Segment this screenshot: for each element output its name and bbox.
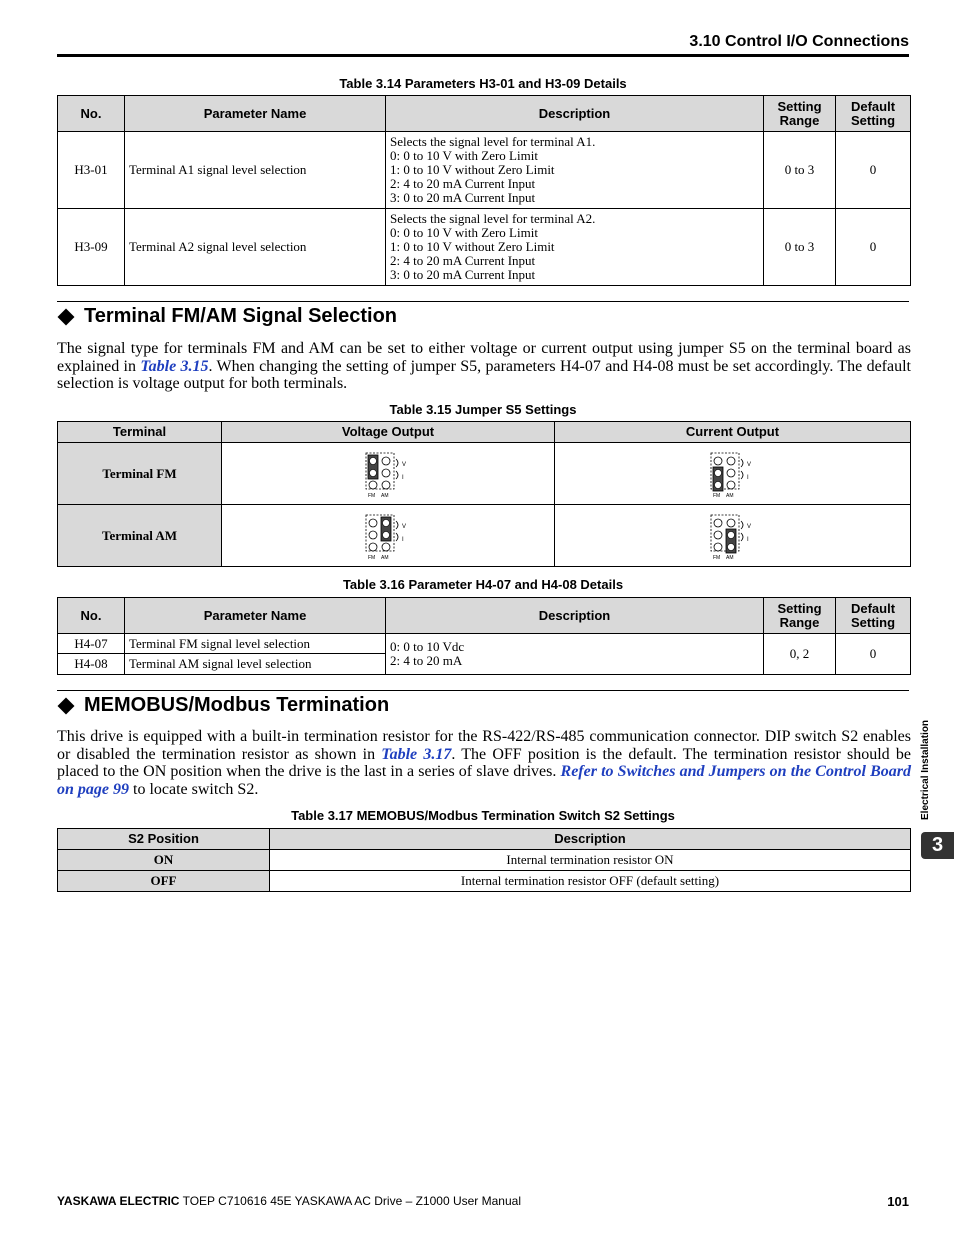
label-am: AM — [381, 492, 389, 499]
chapter-side-label-text: Electrical Installation — [920, 719, 931, 820]
param-no: H4-08 — [58, 654, 125, 675]
header-rule — [57, 54, 909, 57]
jumper-cell — [222, 443, 555, 505]
col-header-description: Description — [270, 829, 911, 850]
col-header-default-setting: Default Setting — [836, 598, 911, 634]
section-rule — [57, 690, 909, 691]
table-row — [58, 443, 911, 505]
param-no: H3-09 — [58, 209, 125, 286]
param-name: Terminal AM signal level selection — [125, 654, 386, 675]
default-setting: 0 — [836, 209, 911, 286]
section-heading-text: MEMOBUS/Modbus Termination — [84, 694, 390, 716]
paragraph-text: . The OFF position is the default. The termination resistor should be placed to the ON position when the drive is the last in a series of slave drives. — [57, 745, 911, 780]
description-line: 0: 0 to 10 V with Zero Limit — [390, 225, 538, 240]
jumper-cell — [222, 505, 555, 567]
label-fm: FM — [712, 554, 720, 561]
setting-range: 0 to 3 — [764, 209, 836, 286]
param-name: Terminal A1 signal level selection — [125, 132, 386, 209]
table-row — [58, 850, 911, 871]
label-fm: FM — [368, 492, 376, 499]
table-row — [58, 505, 911, 567]
diamond-bullet-icon — [58, 697, 75, 714]
label-i: I — [746, 474, 749, 481]
description-line: 0: 0 to 10 V with Zero Limit — [390, 148, 538, 163]
description-line: 0: 0 to 10 Vdc — [390, 639, 465, 654]
col-header-description: Description — [386, 96, 764, 132]
jumper-cell — [555, 505, 911, 567]
description-line: Selects the signal level for terminal A2. — [390, 211, 596, 226]
label-i: I — [402, 536, 404, 543]
paragraph-text: The signal type for terminals FM and AM can be set to either voltage or current output using jumper S5 on the terminal board as explained in — [57, 340, 911, 375]
fm-am-paragraph — [57, 340, 911, 393]
col-header-parameter-name: Parameter Name — [125, 598, 386, 634]
description-line: 3: 0 to 20 mA Current Input — [390, 190, 536, 205]
label-am: AM — [381, 554, 389, 561]
col-header-no: No. — [58, 598, 125, 634]
section-heading-memobus — [57, 694, 389, 717]
description-line: 2: 4 to 20 mA Current Input — [390, 176, 536, 191]
s2-description: Internal termination resistor ON — [270, 850, 911, 871]
description-line: 1: 0 to 10 V without Zero Limit — [390, 239, 555, 254]
table-3-17-link[interactable]: Table 3.17 — [381, 745, 452, 763]
col-header-setting-range: Setting Range — [764, 598, 836, 634]
label-v: V — [402, 523, 407, 530]
label-am: AM — [725, 554, 733, 561]
table-row — [58, 871, 911, 892]
table-3-16-caption: Table 3.16 Parameter H4-07 and H4-08 Details — [342, 577, 624, 592]
section-heading-text: Terminal FM/AM Signal Selection — [84, 305, 398, 327]
label-i: I — [402, 474, 404, 481]
section-heading-fm-am — [57, 305, 397, 328]
col-header-default-setting: Default Setting — [836, 96, 911, 132]
setting-range: 0, 2 — [764, 634, 836, 675]
s2-position: ON — [58, 850, 270, 871]
table-3-15-caption: Table 3.15 Jumper S5 Settings — [389, 402, 577, 417]
s2-position: OFF — [58, 871, 270, 892]
table-row — [58, 132, 911, 209]
param-no: H4-07 — [58, 634, 125, 654]
description-line: 1: 0 to 10 V without Zero Limit — [390, 162, 555, 177]
default-setting: 0 — [836, 132, 911, 209]
col-header-no: No. — [58, 96, 125, 132]
footer-doc-title: TOEP C710616 45E YASKAWA AC Drive – Z1000 User Manual — [179, 1194, 521, 1208]
table-3-16 — [57, 597, 911, 675]
diamond-bullet-icon — [58, 308, 75, 325]
description-line: 2: 4 to 20 mA — [390, 653, 463, 668]
label-fm: FM — [368, 554, 376, 561]
terminal-label: Terminal FM — [58, 443, 222, 505]
description-line: 3: 0 to 20 mA Current Input — [390, 267, 536, 282]
table-3-17 — [57, 828, 911, 892]
col-header-terminal: Terminal — [58, 422, 222, 443]
param-description — [386, 634, 764, 675]
table-row — [58, 634, 911, 654]
label-am: AM — [725, 492, 733, 499]
label-i: I — [746, 536, 749, 543]
jumper-s5-fm-current — [710, 449, 756, 499]
terminal-label: Terminal AM — [58, 505, 222, 567]
paragraph-text: to locate switch S2. — [129, 780, 259, 798]
param-description — [386, 209, 764, 286]
section-rule — [57, 301, 909, 302]
jumper-cell — [555, 443, 911, 505]
param-name: Terminal A2 signal level selection — [125, 209, 386, 286]
param-name: Terminal FM signal level selection — [125, 634, 386, 654]
param-no: H3-01 — [58, 132, 125, 209]
label-fm: FM — [712, 492, 720, 499]
jumper-s5-fm-voltage — [365, 449, 411, 499]
col-header-voltage-output: Voltage Output — [222, 422, 555, 443]
label-v: V — [402, 461, 407, 468]
label-v: V — [746, 461, 751, 468]
jumper-s5-am-current — [710, 511, 756, 561]
col-header-current-output: Current Output — [555, 422, 911, 443]
param-description — [386, 132, 764, 209]
footer-brand: YASKAWA ELECTRIC — [57, 1194, 180, 1208]
description-line: Selects the signal level for terminal A1. — [390, 134, 596, 149]
table-3-14 — [57, 95, 911, 286]
page-number: 101 — [887, 1194, 909, 1209]
switches-jumpers-link[interactable]: Refer to Switches and Jumpers on the Control Board on page 99 — [57, 763, 912, 798]
table-3-15-link[interactable]: Table 3.15 — [140, 357, 209, 375]
footer-doc-info — [57, 1194, 521, 1208]
table-3-15 — [57, 421, 911, 567]
paragraph-text: This drive is equipped with a built-in termination resistor for the RS-422/RS-485 communication connector. DIP switch S2 enables or disabled the termination resistor as shown in — [57, 728, 911, 763]
table-row — [58, 209, 911, 286]
s2-description: Internal termination resistor OFF (default setting) — [270, 871, 911, 892]
paragraph-text: . When changing the setting of jumper S5, parameters H4-07 and H4-08 must be set accordingly. The default selection is voltage output for both terminals. — [57, 357, 911, 392]
label-v: V — [746, 523, 751, 530]
jumper-s5-am-voltage — [365, 511, 411, 561]
col-header-description: Description — [386, 598, 764, 634]
default-setting: 0 — [836, 634, 911, 675]
setting-range: 0 to 3 — [764, 132, 836, 209]
table-3-17-caption: Table 3.17 MEMOBUS/Modbus Termination Switch S2 Settings — [291, 808, 675, 823]
col-header-setting-range: Setting Range — [764, 96, 836, 132]
table-3-14-caption: Table 3.14 Parameters H3-01 and H3-09 Details — [339, 76, 627, 91]
col-header-s2-position: S2 Position — [58, 829, 270, 850]
memobus-paragraph — [57, 728, 911, 798]
chapter-tab[interactable]: 3 — [921, 832, 954, 859]
description-line: 2: 4 to 20 mA Current Input — [390, 253, 536, 268]
col-header-parameter-name: Parameter Name — [125, 96, 386, 132]
section-title: 3.10 Control I/O Connections — [689, 33, 909, 50]
